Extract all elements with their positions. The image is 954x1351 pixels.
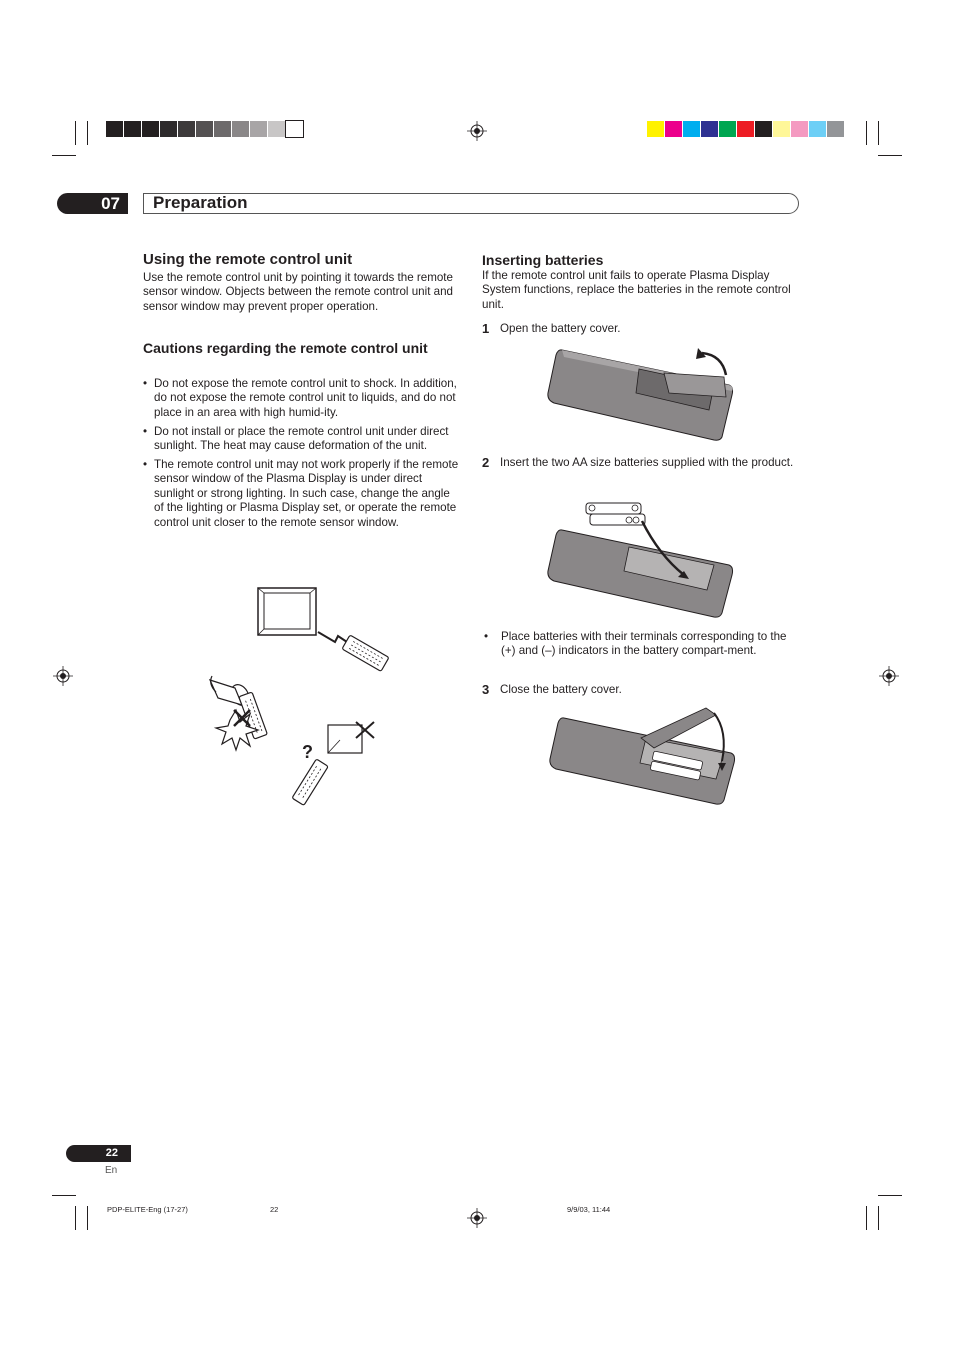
color-swatch xyxy=(647,121,664,137)
handheld-remote-icon xyxy=(292,759,328,805)
color-swatch xyxy=(701,121,718,137)
arrow-lift-icon xyxy=(702,353,726,375)
tv-icon xyxy=(258,588,316,635)
chapter-number: 07 xyxy=(57,193,128,214)
step-number: 2 xyxy=(482,455,490,470)
remote-icon xyxy=(342,635,389,671)
color-swatch xyxy=(665,121,682,137)
open-battery-cover-illustration xyxy=(544,345,744,445)
cautions-list xyxy=(143,377,461,535)
gray-swatch xyxy=(286,121,303,137)
chapter-title: Preparation xyxy=(153,193,248,212)
step-number: 3 xyxy=(482,682,490,697)
color-swatch xyxy=(827,121,844,137)
step-number: 1 xyxy=(482,321,490,336)
footer-timestamp: 9/9/03, 11:44 xyxy=(567,1205,611,1214)
gray-swatch xyxy=(250,121,267,137)
registration-target-left-icon xyxy=(53,666,73,686)
battery-note-item: • Place batteries with their terminals corresponding to the (+) and (–) indicators in the battery compart-ment. xyxy=(484,630,787,658)
remote-intro-paragraph: Use the remote control unit by pointing it towards the remote sensor window. Objects between the remote control unit and sensor window may prevent proper operation. xyxy=(143,271,453,313)
color-swatch xyxy=(737,121,754,137)
step-text: Close the battery cover. xyxy=(500,683,622,696)
registration-target-top-icon xyxy=(467,121,487,141)
gray-swatch xyxy=(178,121,195,137)
footer-file-name: PDP-ELITE-Eng (17-27) xyxy=(107,1205,188,1214)
step-text: Insert the two AA size batteries supplied with the product. xyxy=(500,456,794,469)
cautions-title: Cautions regarding the remote control unit xyxy=(143,340,428,356)
language-label: En xyxy=(105,1165,118,1176)
gray-swatch xyxy=(142,121,159,137)
question-mark-icon: ? xyxy=(302,742,313,762)
gray-swatch xyxy=(196,121,213,137)
color-swatch xyxy=(773,121,790,137)
registration-target-bottom-icon xyxy=(467,1208,487,1228)
registration-target-right-icon xyxy=(879,666,899,686)
step-text: Open the battery cover. xyxy=(500,322,621,335)
sunlit-tv-icon xyxy=(328,725,362,753)
batteries-intro-paragraph: If the remote control unit fails to operate Plasma Display System functions, replace the batteries in the remote control unit. xyxy=(482,269,791,311)
color-swatch xyxy=(755,121,772,137)
gray-swatch xyxy=(214,121,231,137)
remote-cautions-illustration xyxy=(200,580,420,810)
color-swatch xyxy=(719,121,736,137)
close-battery-cover-illustration xyxy=(546,703,746,808)
footer-file-page: 22 xyxy=(270,1205,279,1214)
caution-item: • The remote control unit may not work properly if the remote sensor window of the Plasma Display is under direct sunlight or strong lighting. In such case, change the angle of the lighting or Plasma Display set, or operate the remote control unit closer to the remote sensor window. xyxy=(143,458,459,529)
section-title-remote: Using the remote control unit xyxy=(143,251,353,268)
color-swatch xyxy=(683,121,700,137)
color-swatch xyxy=(791,121,808,137)
gray-swatch xyxy=(124,121,141,137)
gray-swatch xyxy=(268,121,285,137)
battery-note-list xyxy=(484,630,794,663)
caution-item: • Do not install or place the remote control unit under direct sunlight. The heat may cause deformation of the unit. xyxy=(143,424,449,453)
color-swatch xyxy=(809,121,826,137)
caution-item: • Do not expose the remote control unit to shock. In addition, do not expose the remote control unit to liquids, and do not place in an area with high humid-ity. xyxy=(143,377,457,419)
insert-batteries-illustration xyxy=(544,495,744,620)
gray-swatch xyxy=(232,121,249,137)
section-title-batteries: Inserting batteries xyxy=(482,252,604,268)
page-number: 22 xyxy=(66,1145,131,1162)
aa-batteries-icon xyxy=(586,503,645,525)
gray-swatch xyxy=(106,121,123,137)
gray-swatch xyxy=(160,121,177,137)
